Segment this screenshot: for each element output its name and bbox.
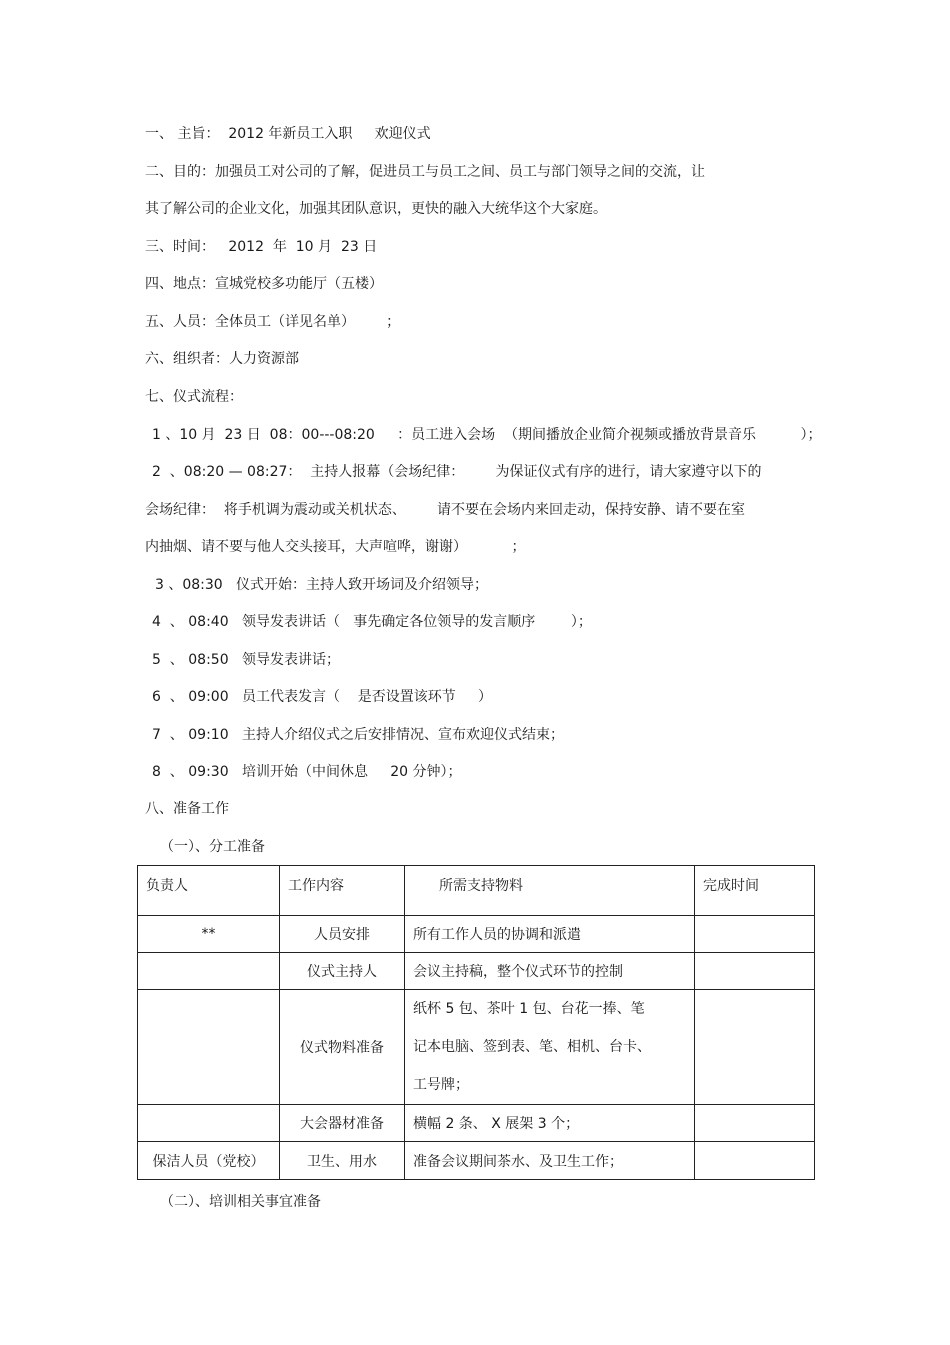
section-location: 四、地点：宣城党校多功能厅（五楼）	[145, 276, 383, 292]
time-cell	[695, 1142, 815, 1180]
flow-item-6: 6 、 09:00 员工代表发言（ 是否设置该环节 ）	[152, 689, 493, 705]
task-cell: 卫生、用水	[280, 1142, 405, 1180]
section-purpose: 一、 主旨： 2012 年新员工入职 欢迎仪式	[145, 126, 431, 142]
subsection-training: （二）、培训相关事宜准备	[160, 1194, 321, 1210]
header-task: 工作内容	[280, 866, 405, 916]
task-cell: 大会器材准备	[280, 1105, 405, 1142]
flow-item-5: 5 、 08:50 领导发表讲话；	[152, 652, 340, 668]
table-row	[138, 1105, 815, 1142]
materials-cell: 所有工作人员的协调和派遣	[405, 916, 695, 953]
flow-item-7: 7 、 09:10 主持人介绍仪式之后安排情况、宣布欢迎仪式结束；	[152, 727, 564, 743]
preparation-table	[137, 865, 815, 1180]
flow-item-2-cont: 会场纪律： 将手机调为震动或关机状态、 请不要在会场内来回走动，保持安静、请不要在室	[145, 502, 746, 518]
time-cell	[695, 953, 815, 990]
section-flow: 七、仪式流程：	[145, 389, 243, 405]
materials-line: 纸杯 5 包、茶叶 1 包、台花一捧、笔	[413, 1001, 645, 1017]
flow-item-2: 2 、08:20 — 08:27： 主持人报幕（会场纪律： 为保证仪式有序的进行，请大家遵守以下的	[152, 464, 762, 480]
task-cell: 仪式物料准备	[280, 990, 405, 1105]
time-cell	[695, 990, 815, 1105]
table-row	[138, 916, 815, 953]
subsection-division: （一）、分工准备	[160, 839, 265, 855]
time-cell	[695, 916, 815, 953]
materials-cell: 准备会议期间茶水、及卫生工作；	[405, 1142, 695, 1180]
owner-cell: **	[138, 916, 280, 953]
time-cell	[695, 1105, 815, 1142]
flow-item-2-cont2: 内抽烟、请不要与他人交头接耳，大声喧哗，谢谢） ；	[145, 539, 526, 555]
owner-cell: 保洁人员（党校）	[138, 1142, 280, 1180]
header-materials: 所需支持物料	[405, 866, 695, 916]
header-time: 完成时间	[695, 866, 815, 916]
materials-line: 记本电脑、签到表、笔、相机、台卡、	[413, 1039, 651, 1055]
table-header-row	[138, 866, 815, 916]
owner-cell	[138, 990, 280, 1105]
section-goal: 二、目的：加强员工对公司的了解，促进员工与员工之间、员工与部门领导之间的交流，让	[145, 164, 705, 180]
materials-line: 工号牌；	[413, 1077, 469, 1093]
section-people: 五、人员：全体员工（详见名单） ；	[145, 314, 401, 330]
section-time: 三、时间： 2012 年 10 月 23 日	[145, 239, 378, 255]
owner-cell	[138, 1105, 280, 1142]
table-row	[138, 990, 815, 1105]
flow-item-1: 1 、10 月 23 日 08：00---08:20 ：员工进入会场 （期间播放企业简介视频或播放背景音乐 ）；	[152, 427, 822, 443]
header-owner: 负责人	[138, 866, 280, 916]
materials-cell: 横幅 2 条、 X 展架 3 个；	[405, 1105, 695, 1142]
flow-item-8: 8 、 09:30 培训开始（中间休息 20 分钟）；	[152, 764, 462, 780]
task-cell: 仪式主持人	[280, 953, 405, 990]
table-row	[138, 953, 815, 990]
materials-cell: 会议主持稿，整个仪式环节的控制	[405, 953, 695, 990]
flow-item-3: 3 、08:30 仪式开始：主持人致开场词及介绍领导；	[155, 577, 489, 593]
materials-cell	[405, 990, 695, 1105]
section-preparation: 八、准备工作	[145, 801, 229, 817]
owner-cell	[138, 953, 280, 990]
table-row	[138, 1142, 815, 1180]
section-organizer: 六、组织者：人力资源部	[145, 351, 299, 367]
task-cell: 人员安排	[280, 916, 405, 953]
section-goal-cont: 其了解公司的企业文化，加强其团队意识，更快的融入大统华这个大家庭。	[145, 201, 607, 217]
flow-item-4: 4 、 08:40 领导发表讲话（ 事先确定各位领导的发言顺序 ）；	[152, 614, 592, 630]
